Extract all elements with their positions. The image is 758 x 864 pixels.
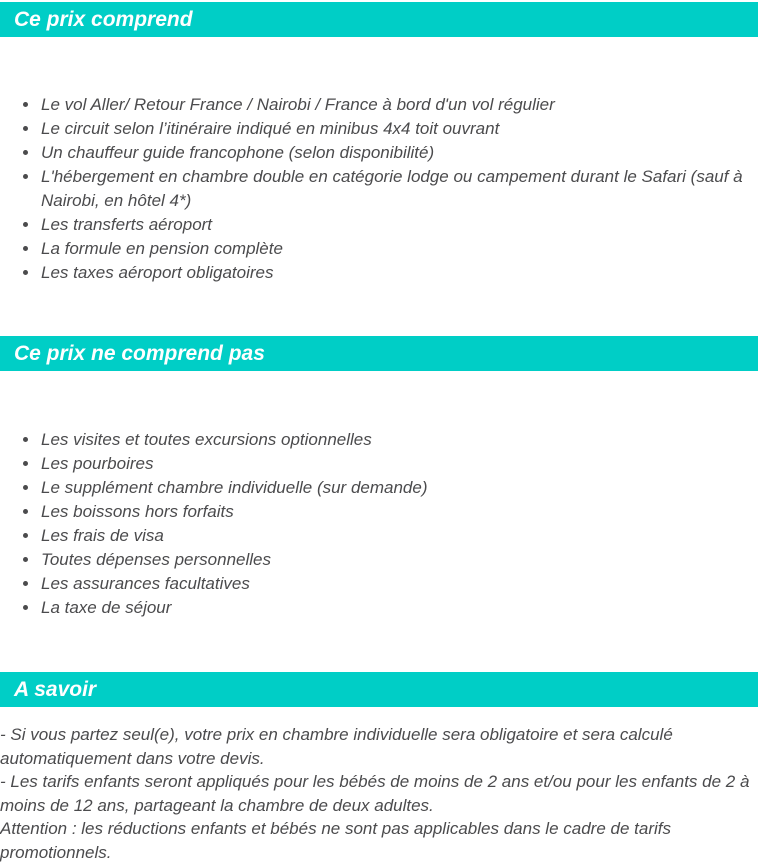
price-included-item: • Les transferts aéroport bbox=[40, 213, 758, 237]
section-header-price-excluded: Ce prix ne comprend pas bbox=[0, 336, 758, 371]
price-included-item: • La formule en pension complète bbox=[40, 237, 758, 261]
section-price-excluded bbox=[0, 336, 758, 620]
price-excluded-item: • Les assurances facultatives bbox=[40, 572, 758, 596]
price-excluded-item: • Le supplément chambre individuelle (sur demande) bbox=[40, 476, 758, 500]
section-notes bbox=[0, 672, 758, 864]
price-included-list bbox=[0, 93, 758, 285]
section-price-included bbox=[0, 2, 758, 285]
price-excluded-item: • Les visites et toutes excursions optionnelles bbox=[40, 428, 758, 452]
section-header-price-included: Ce prix comprend bbox=[0, 2, 758, 37]
price-included-item: • Le circuit selon l’itinéraire indiqué en minibus 4x4 toit ouvrant bbox=[40, 117, 758, 141]
note-paragraph: Attention : les réductions enfants et bébés ne sont pas applicables dans le cadre de tarifs promotionnels. bbox=[0, 819, 671, 862]
note-paragraph: - Les tarifs enfants seront appliqués pour les bébés de moins de 2 ans et/ou pour les enfants de 2 à moins de 12 ans, partageant la chambre de deux adultes. bbox=[0, 772, 750, 815]
price-details-page bbox=[0, 2, 758, 862]
price-included-item: • Les taxes aéroport obligatoires bbox=[40, 261, 758, 285]
price-included-item: • Le vol Aller/ Retour France / Nairobi / France à bord d'un vol régulier bbox=[40, 93, 758, 117]
price-included-item: • Un chauffeur guide francophone (selon disponibilité) bbox=[40, 141, 758, 165]
price-excluded-list bbox=[0, 428, 758, 620]
price-excluded-item: • La taxe de séjour bbox=[40, 596, 758, 620]
price-excluded-item: • Les frais de visa bbox=[40, 524, 758, 548]
section-header-notes: A savoir bbox=[0, 672, 758, 707]
price-excluded-item: • Les pourboires bbox=[40, 452, 758, 476]
notes-paragraphs bbox=[0, 723, 758, 864]
price-excluded-item: • Les boissons hors forfaits bbox=[40, 500, 758, 524]
price-included-item: • L'hébergement en chambre double en catégorie lodge ou campement durant le Safari (sauf à Nairobi, en hôtel 4*) bbox=[40, 165, 758, 213]
price-excluded-item: • Toutes dépenses personnelles bbox=[40, 548, 758, 572]
note-paragraph: - Si vous partez seul(e), votre prix en chambre individuelle sera obligatoire et sera calculé automatiquement dans votre devis. bbox=[0, 725, 673, 768]
